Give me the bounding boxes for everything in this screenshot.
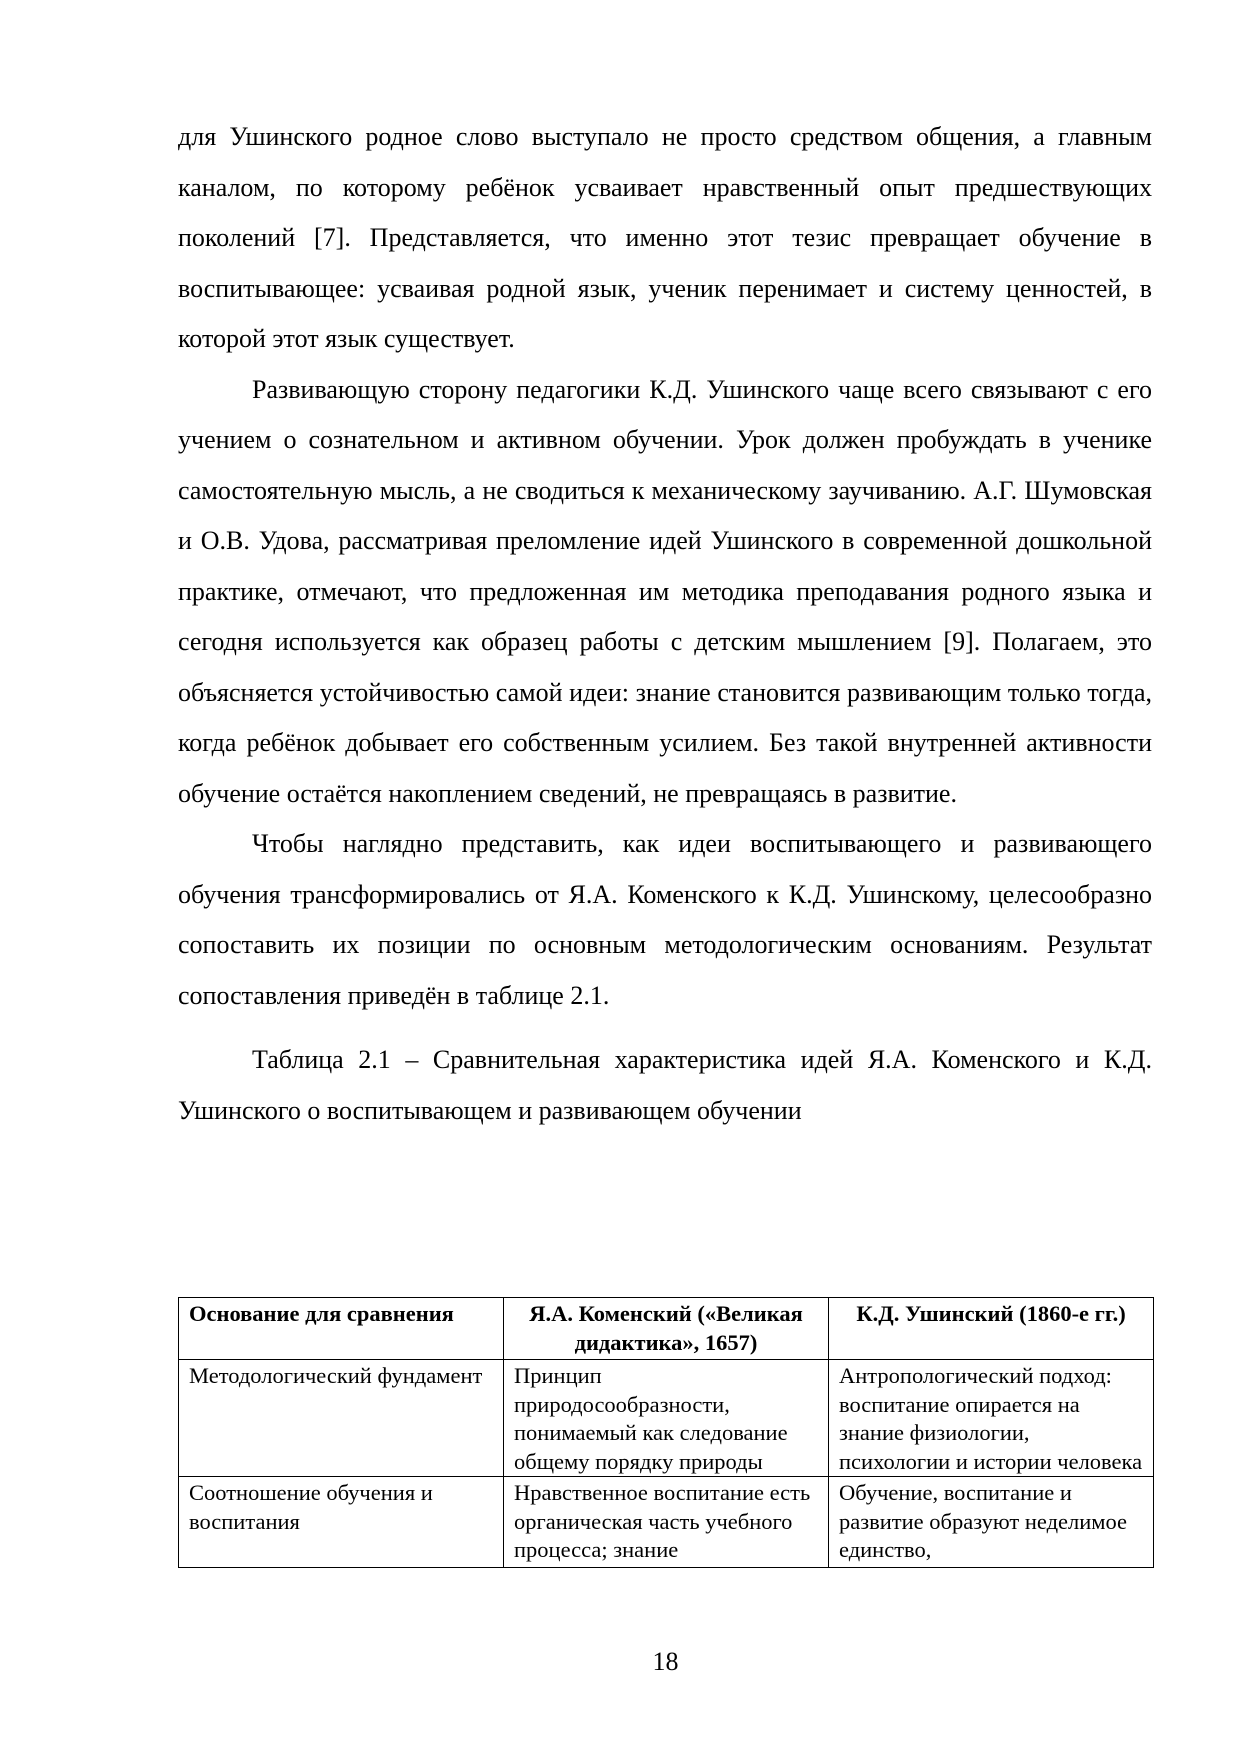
table-cell: Антропологический подход: воспитание опирается на знание физиологии, психологии и истории человека xyxy=(829,1360,1154,1477)
paragraph-3: Чтобы наглядно представить, как идеи воспитывающего и развивающего обучения трансформировались от Я.А. Коменского к К.Д. Ушинскому, целесообразно сопоставить их позиции по основным методологическим основаниям. Результат сопоставления приведён в таблице 2.1. xyxy=(178,829,1152,1010)
comparison-table xyxy=(178,1297,1154,1568)
table-header-cell: К.Д. Ушинский (1860-е гг.) xyxy=(829,1298,1154,1360)
document-body xyxy=(178,112,1152,1136)
page-number: 18 xyxy=(652,1647,679,1676)
paragraph-2: Развивающую сторону педагогики К.Д. Ушинского чаще всего связывают с его учением о сознательном и активном обучении. Урок должен пробуждать в ученике самостоятельную мысль, а не сводиться к механическому заучиванию. А.Г. Шумовская и О.В. Удова, рассматривая преломление идей Ушинского в современной дошкольной практике, отмечают, что предложенная им методика преподавания родного языка и сегодня используется как образец работы с детским мышлением [9]. Полагаем, это объясняется устойчивостью самой идеи: знание становится развивающим только тогда, когда ребёнок добывает его собственным усилием. Без такой внутренней активности обучение остаётся накоплением сведений, не превращаясь в развитие. xyxy=(178,374,1152,808)
table-header-cell: Основание для сравнения xyxy=(179,1298,504,1360)
table-cell: Принцип природосообразности, понимаемый как следование общему порядку природы xyxy=(504,1360,829,1477)
table-header-row xyxy=(179,1298,1154,1360)
table-row xyxy=(179,1477,1154,1568)
table-header-cell: Я.А. Коменский («Великая дидактика», 1657) xyxy=(504,1298,829,1360)
table-caption: Таблица 2.1 – Сравнительная характеристика идей Я.А. Коменского и К.Д. Ушинского о воспитывающем и развивающем обучении xyxy=(178,1045,1152,1125)
table-cell: Методологический фундамент xyxy=(179,1360,504,1477)
paragraph-1: для Ушинского родное слово выступало не просто средством общения, а главным каналом, по которому ребёнок усваивает нравственный опыт предшествующих поколений [7]. Представляется, что именно этот тезис превращает обучение в воспитывающее: усваивая родной язык, ученик перенимает и систему ценностей, в которой этот язык существует. xyxy=(178,122,1152,353)
table-cell: Соотношение обучения и воспитания xyxy=(179,1477,504,1568)
table-row xyxy=(179,1360,1154,1477)
table-cell: Обучение, воспитание и развитие образуют неделимое единство, xyxy=(829,1477,1154,1568)
table-cell: Нравственное воспитание есть органическая часть учебного процесса; знание xyxy=(504,1477,829,1568)
